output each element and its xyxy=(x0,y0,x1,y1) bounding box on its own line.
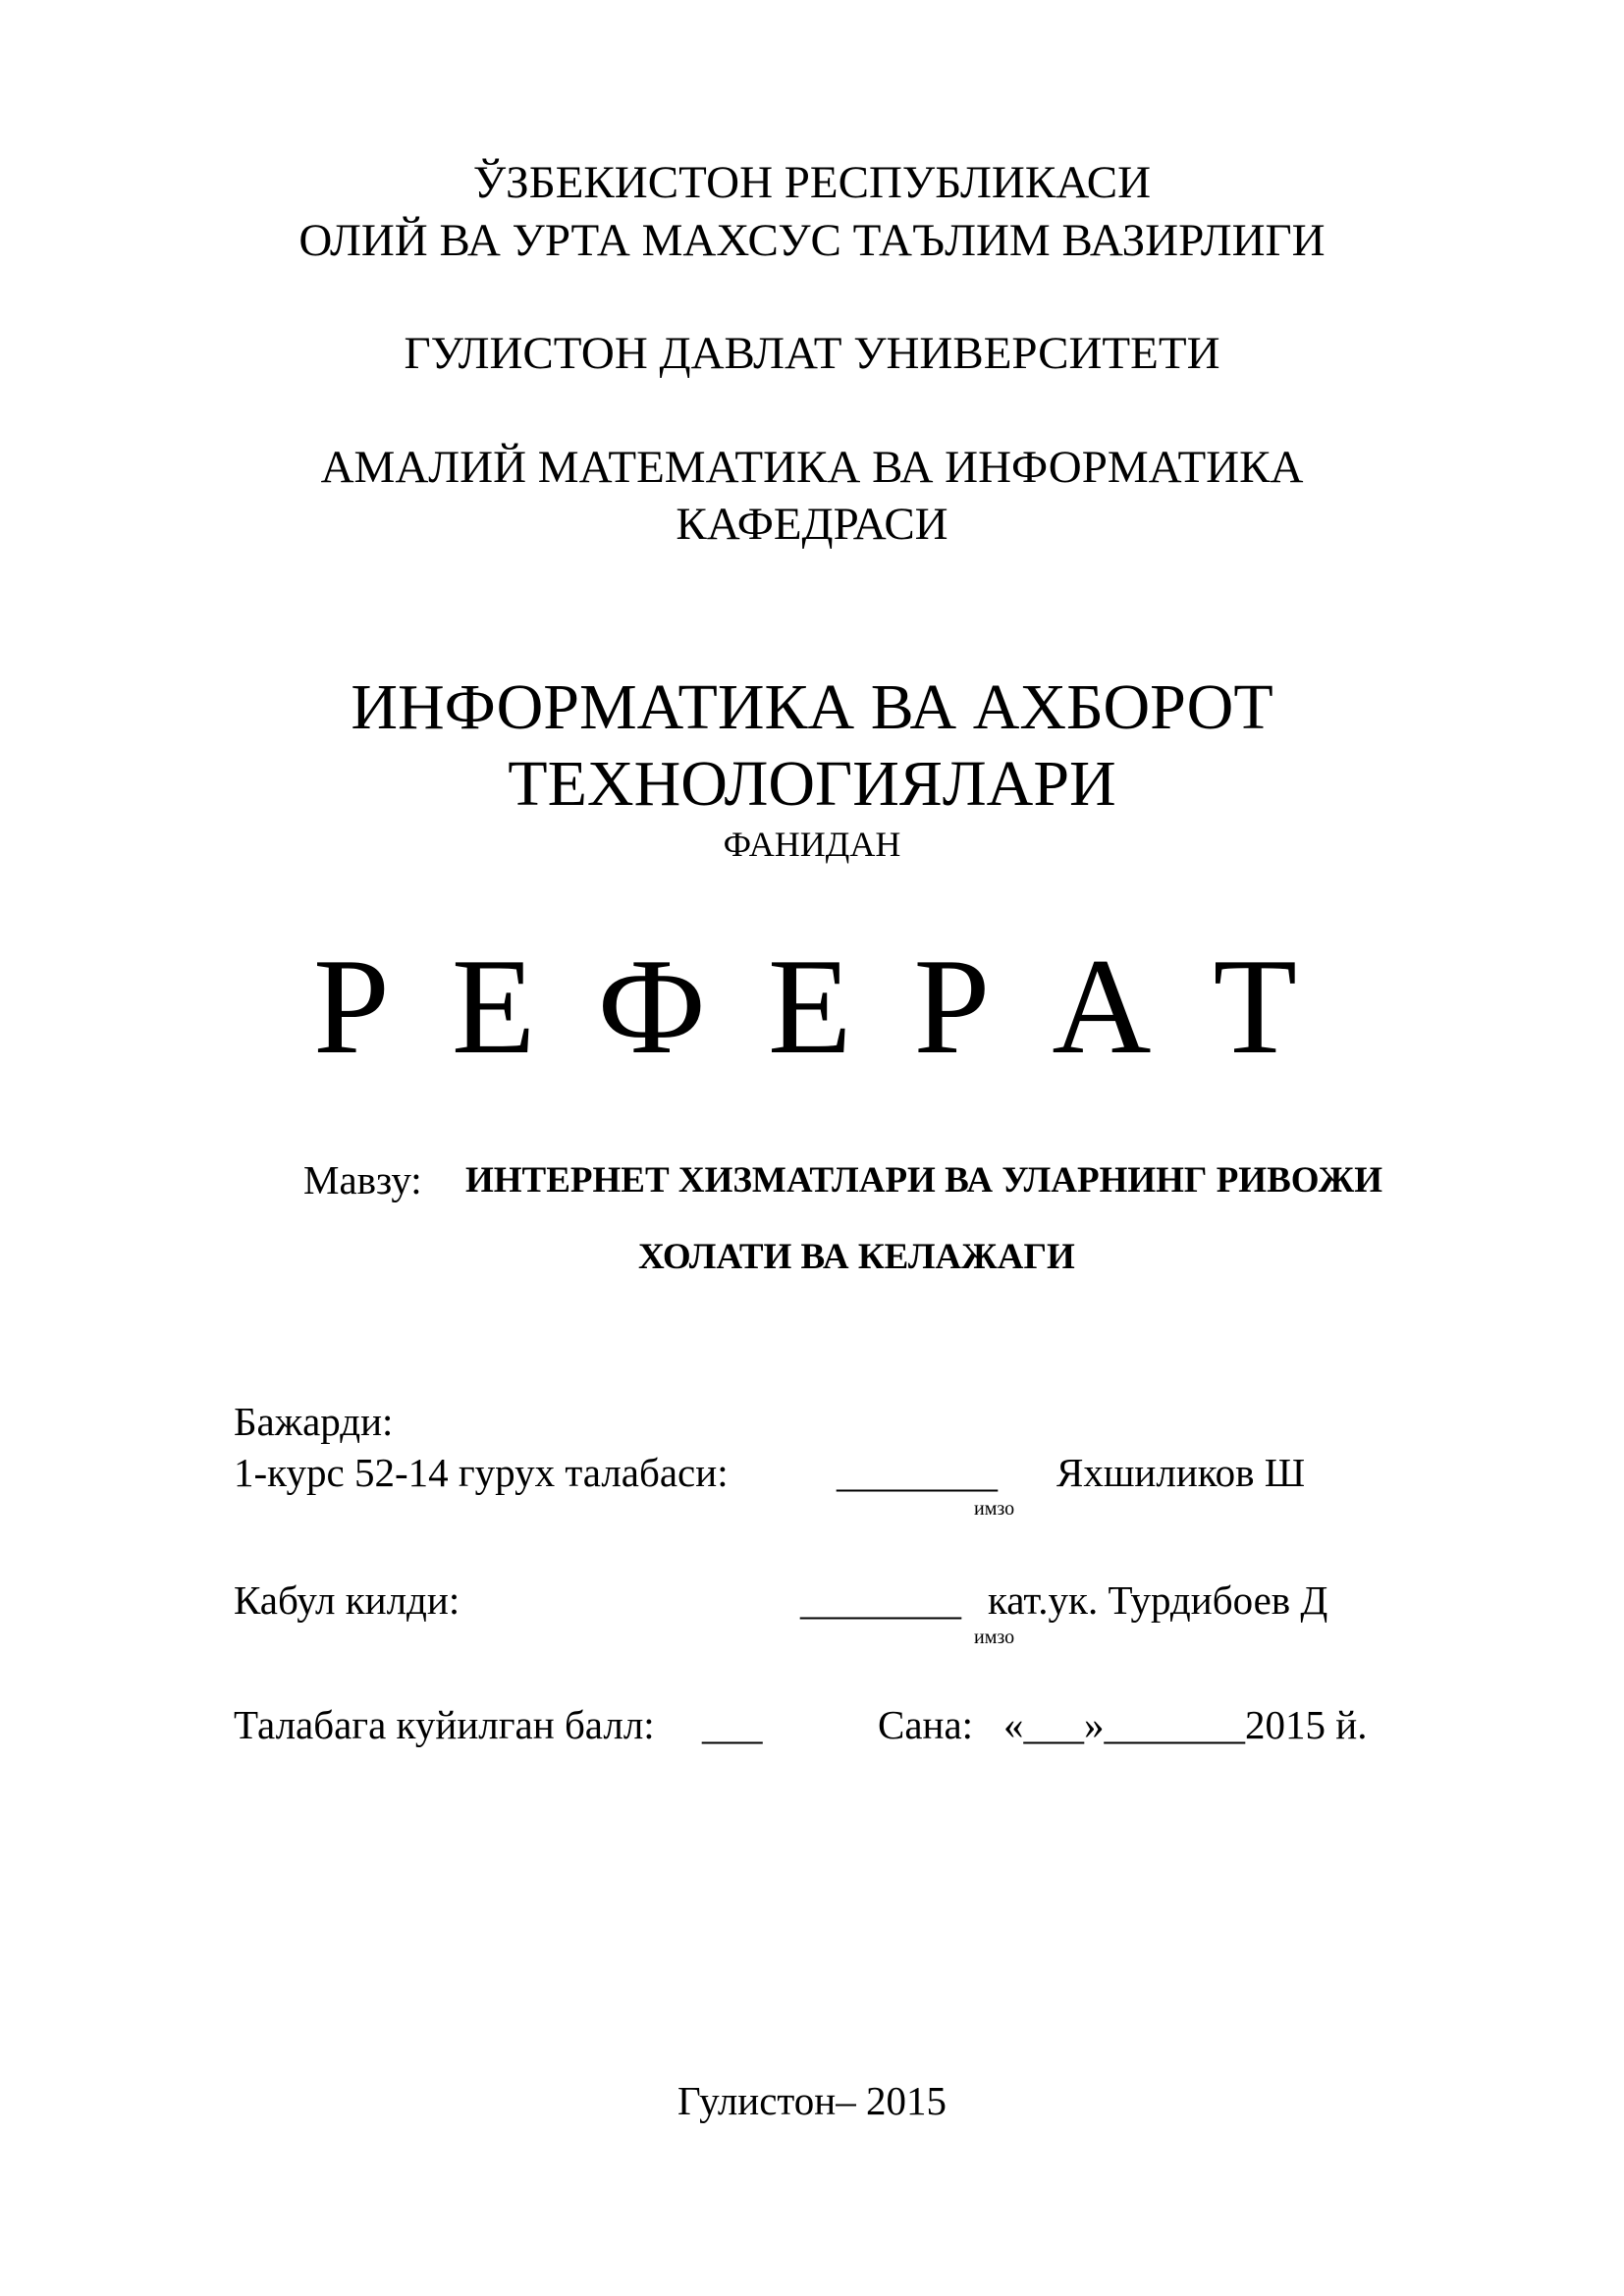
score-blank: ___ xyxy=(702,1702,763,1747)
teacher-signature-caption: имзо xyxy=(974,1627,1015,1648)
ministry-name: ОЛИЙ ВА УРТА МАХСУС ТАЪЛИМ ВАЗИРЛИГИ xyxy=(298,215,1326,266)
university-name: ГУЛИСТОН ДАВЛАТ УНИВЕРСИТЕТИ xyxy=(404,328,1220,379)
teacher-name: кат.ук. Турдибоев Д xyxy=(988,1577,1328,1623)
student-group-label: 1-курс 52-14 гурух талабаси: xyxy=(234,1450,729,1495)
student-name: Яхшиликов Ш xyxy=(1056,1450,1306,1495)
topic-title-line2: ХОЛАТИ ВА КЕЛАЖАГИ xyxy=(638,1237,1075,1277)
topic-title-line1: ИНТЕРНЕТ ХИЗМАТЛАРИ ВА УЛАРНИНГ РИВОЖИ xyxy=(465,1160,1382,1201)
topic-label: Мавзу: xyxy=(303,1157,422,1202)
performed-label: Бажарди: xyxy=(234,1399,394,1444)
subject-suffix: ФАНИДАН xyxy=(723,825,901,864)
subject-title-line1: ИНФОРМАТИКА ВА АХБОРОТ xyxy=(351,671,1273,743)
date-value: «___»_______2015 й. xyxy=(1003,1702,1368,1747)
department-name-line1: АМАЛИЙ МАТЕМАТИКА ВА ИНФОРМАТИКА xyxy=(320,442,1304,493)
score-label: Талабага куйилган балл: xyxy=(234,1702,655,1747)
document-type-heading: Р Е Ф Е Р А Т xyxy=(313,931,1311,1083)
student-signature-line: ________ xyxy=(837,1450,998,1495)
accepted-label: Кабул килди: xyxy=(234,1577,460,1623)
republic-name: ЎЗБЕКИСТОН РЕСПУБЛИКАСИ xyxy=(472,157,1152,208)
department-name-line2: КАФЕДРАСИ xyxy=(676,499,948,550)
student-signature-caption: имзо xyxy=(974,1498,1015,1520)
subject-title-line2: ТЕХНОЛОГИЯЛАРИ xyxy=(508,748,1116,820)
date-label: Сана: xyxy=(878,1702,974,1747)
teacher-signature-line: ________ xyxy=(800,1577,961,1623)
footer-place-year: Гулистон– 2015 xyxy=(677,2078,947,2123)
